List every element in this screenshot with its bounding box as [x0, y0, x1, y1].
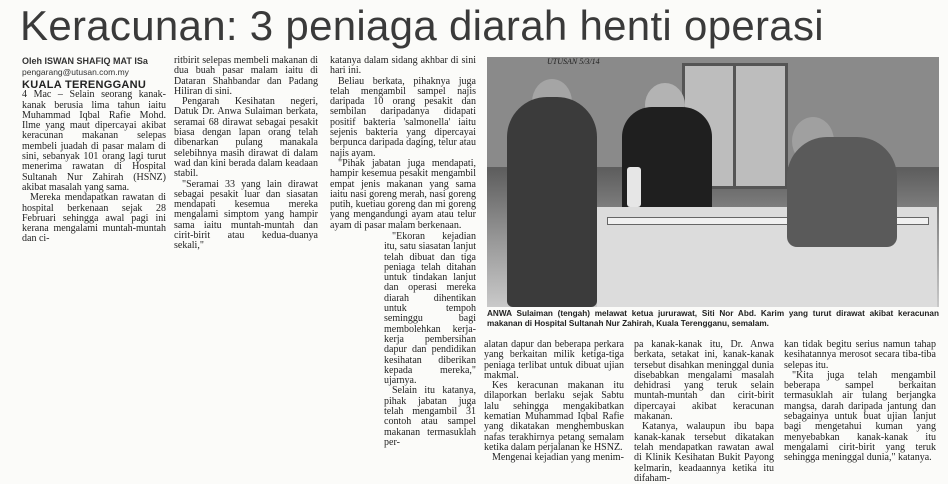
column-3-bottom	[384, 232, 476, 448]
person-left	[507, 97, 597, 307]
author-email: pengarang@utusan.com.my	[22, 67, 129, 77]
dateline: KUALA TERENGGANU	[22, 79, 147, 91]
col3-para-5: Selain itu katanya, pihak jabatan juga telah mengambil 31 contoh atau sampel makanan termasuklah per-	[384, 385, 476, 448]
col5-para-2: Katanya, walaupun ibu bapa kanak-kanak tersebut dikatakan telah mendapatkan rawatan awal di Klinik Kesihatan Bukit Payong kelmarin, keadaannya ketika itu difaham-	[634, 421, 774, 484]
col3-para-2: Beliau berkata, pihaknya juga telah mengambil sampel najis daripada 10 orang pesakit dan sembilan daripadanya didapati positif bakteria 'salmonella' iaitu sejenis bakteria yang dipercayai berpunca daripada daging, telur atau najis ayam.	[330, 75, 476, 159]
news-photo	[487, 57, 939, 307]
column-4	[484, 340, 624, 464]
col2-para-3: "Seramai 33 yang lain dirawat sebagai pesakit luar dan siasatan mendapati kesemua mereka mengalami simptom yang hampir sama iaitu muntah-muntah dan cirit-birit atau kedua-duanya sekali,"	[174, 178, 318, 252]
column-2	[174, 56, 318, 252]
column-5	[634, 340, 774, 484]
col3-para-1: katanya dalam sidang akhbar di sini hari ini.	[330, 55, 476, 77]
column-3-top	[330, 56, 476, 231]
photo-caption: ANWA Sulaiman (tengah) melawat ketua jururawat, Siti Nor Abd. Karim yang turut dirawat akibat keracunan makanan di Hospital Sultanah Nur Zahirah, Kuala Terengganu, semalam.	[487, 309, 939, 328]
byline: Oleh ISWAN SHAFIQ MAT ISa	[22, 56, 148, 66]
column-6	[784, 340, 936, 464]
photo-stamp: UTUSAN 5/3/14	[547, 57, 600, 66]
col6-para-1: kan tidak begitu serius namun tahap kesihatannya merosot secara tiba-tiba selepas itu.	[784, 339, 936, 371]
col2-para-2: Pengarah Kesihatan negeri, Datuk Dr. Anwa Sulaiman berkata, seramai 68 dirawat sebagai pesakit biasa dengan lapan orang telah dibenarkan pulang manakala selebihnya masih dirawat di dalam wad dan kini berada dalam keadaan stabil.	[174, 96, 318, 180]
headline: Keracunan: 3 peniaga diarah henti operasi	[20, 2, 824, 49]
col3-para-3: "Pihak jabatan juga mendapati, hampir kesemua pesakit mengambil empat jenis makanan yang sama iaitu nasi goreng merah, nasi goreng putih, kuetiau goreng dan mi goreng yang mengandungi ayam atau telur ayam di pasar malam berkenaan.	[330, 157, 476, 231]
col6-para-2: "Kita juga telah mengambil beberapa sampel berkaitan termasuklah air tulang berjangka mangsa, darah daripada jantung dan sebagainya untuk buat ujian lanjut bagi mengetahui kuman yang menyebabkan kanak-kanak itu mengalami cirit-birit yang teruk sehingga meninggal dunia," katanya.	[784, 369, 936, 464]
person-patient	[787, 137, 897, 247]
column-1	[22, 80, 166, 245]
col3-para-4: "Ekoran kejadian itu, satu siasatan lanjut telah dibuat dan tiga peniaga telah ditahan untuk tindakan lanjut dan operasi mereka diarah dihentikan untuk tempoh seminggu bagi membolehkan kerja-kerja pembersihan dapur dan pendidikan kesihatan diberikan kepada mereka," ujarnya.	[384, 231, 476, 387]
col4-para-2: Kes keracunan makanan itu dilaporkan berlaku sejak Sabtu lalu sehingga mengakibatkan kematian Muhammad Iqbal Rafie yang dikatakan menghembuskan nafas terakhirnya petang semalam ketika dalam perjalanan ke HSNZ.	[484, 380, 624, 453]
col5-para-1: pa kanak-kanak itu, Dr. Anwa berkata, setakat ini, kanak-kanak tersebut disahkan meninggal dunia disebabkan mengalami masalah dehidrasi yang teruk selain muntah-muntah dan cirit-birit dipercayai akibat keracunan makanan.	[634, 339, 774, 423]
col4-para-3: Mengenai kejadian yang menim-	[492, 452, 624, 464]
col2-para-1: ritbirit selepas membeli makanan di dua buah pasar malam iaitu di Dataran Shahbandar dan Padang Hiliran di sini.	[174, 55, 318, 97]
col1-para-2: Mereka mendapatkan rawatan di hospital berkenaan sejak 28 Februari sehingga awal pagi ini kerana mengalami muntah-muntah dan ci-	[22, 192, 166, 245]
col1-para-1: 4 Mac – Selain seorang kanak-kanak berusia lima tahun iaitu Muhammad Iqbal Rafie Mohd. Ilme yang maut dipercayai akibat keracunan makanan selepas membeli juadah di pasar malam di sini, sebanyak 101 orang lagi turut menerima rawatan di Hospital Sultanah Nur Zahirah (HSNZ) akibat masalah yang sama.	[22, 89, 166, 193]
col4-para-1: alatan dapur dan beberapa perkara yang berkaitan milik ketiga-tiga peniaga terlibat untuk dibuat ujian makmal.	[484, 339, 624, 381]
